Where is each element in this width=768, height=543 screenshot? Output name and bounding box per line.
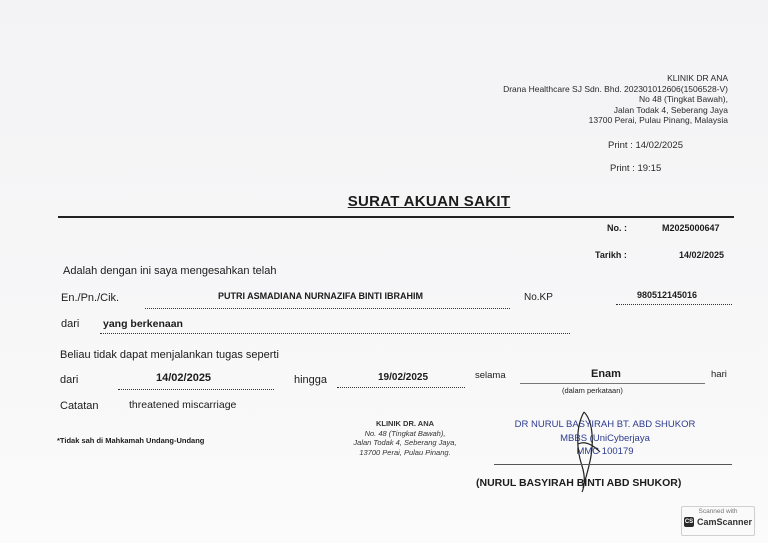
catatan-label: Catatan [60, 400, 99, 412]
stamp-line2: Jalan Todak 4, Seberang Jaya, [353, 438, 457, 447]
to-label: hingga [294, 374, 328, 386]
scanner-name: CamScanner [696, 516, 753, 527]
print-date: Print : 14/02/2025 [608, 140, 683, 151]
signatory-name: (NURUL BASYIRAH BINTI ABD SHUKOR) [476, 477, 682, 489]
print-time: Print : 19:15 [610, 163, 662, 174]
to-line [337, 387, 465, 388]
tarikh-label: Tarikh : [595, 250, 627, 260]
clinic-stamp [350, 419, 460, 457]
doctor-name: DR NURUL BASYIRAH BT. ABD SHUKOR [514, 419, 696, 430]
days-value: Enam [591, 368, 621, 380]
clinic-company: Drana Healthcare SJ Sdn. Bhd. 202301012606(1506528-V) [503, 83, 728, 94]
no-value: M2025000647 [662, 223, 720, 233]
duty-text: Beliau tidak dapat menjalankan tugas seperti [60, 349, 279, 361]
camscanner-watermark [681, 506, 755, 536]
clinic-address-line1: No 48 (Tingkat Bawah), [639, 94, 728, 104]
clinic-address-line2: Jalan Todak 4, Seberang Jaya [613, 104, 728, 115]
camscanner-logo-icon: CS [684, 519, 694, 525]
doctor-qualification: MBBS (UniCyberjaya [560, 432, 650, 444]
kp-label: No.KP [524, 292, 553, 303]
scanner-caption: Scanned with [698, 508, 738, 515]
tarikh-value: 14/02/2025 [679, 250, 725, 260]
days-line [520, 383, 705, 384]
clinic-name: KLINIK DR ANA [667, 73, 728, 83]
name-line [145, 308, 510, 309]
kp-line [616, 304, 732, 305]
document-title: SURAT AKUAN SAKIT [347, 193, 511, 210]
catatan-value: threatened miscarriage [129, 399, 237, 411]
no-label: No. : [607, 223, 627, 233]
from-label: dari [60, 374, 79, 386]
patient-name: PUTRI ASMADIANA NURNAZIFA BINTI IBRAHIM [218, 291, 423, 301]
days-label: hari [711, 369, 727, 380]
doctor-mmc: MMC 100179 [576, 446, 634, 457]
kp-value: 980512145016 [637, 290, 698, 300]
stamp-clinic-name: KLINIK DR. ANA [375, 419, 435, 428]
stamp-line3: 13700 Perai, Pulau Pinang. [359, 447, 451, 457]
words-note: (dalam perkataan) [562, 386, 623, 395]
dari-line [100, 333, 570, 334]
to-date: 19/02/2025 [378, 372, 429, 383]
intro-text: Adalah dengan ini saya mengesahkan telah [63, 265, 277, 277]
clinic-header [503, 73, 728, 126]
signature-line [494, 464, 732, 465]
dari-value: yang berkenaan [103, 318, 183, 330]
title-divider [58, 216, 734, 218]
from-date: 14/02/2025 [156, 372, 212, 384]
dari-label: dari [61, 318, 80, 330]
clinic-address-line3: 13700 Perai, Pulau Pinang, Malaysia [588, 115, 728, 125]
selama-label: selama [475, 370, 506, 381]
stamp-line1: No. 48 (Tingkat Bawah), [364, 428, 446, 438]
from-line [118, 389, 274, 390]
disclaimer: *Tidak sah di Mahkamah Undang-Undang [57, 436, 205, 445]
name-label: En./Pn./Cik. [61, 292, 120, 304]
